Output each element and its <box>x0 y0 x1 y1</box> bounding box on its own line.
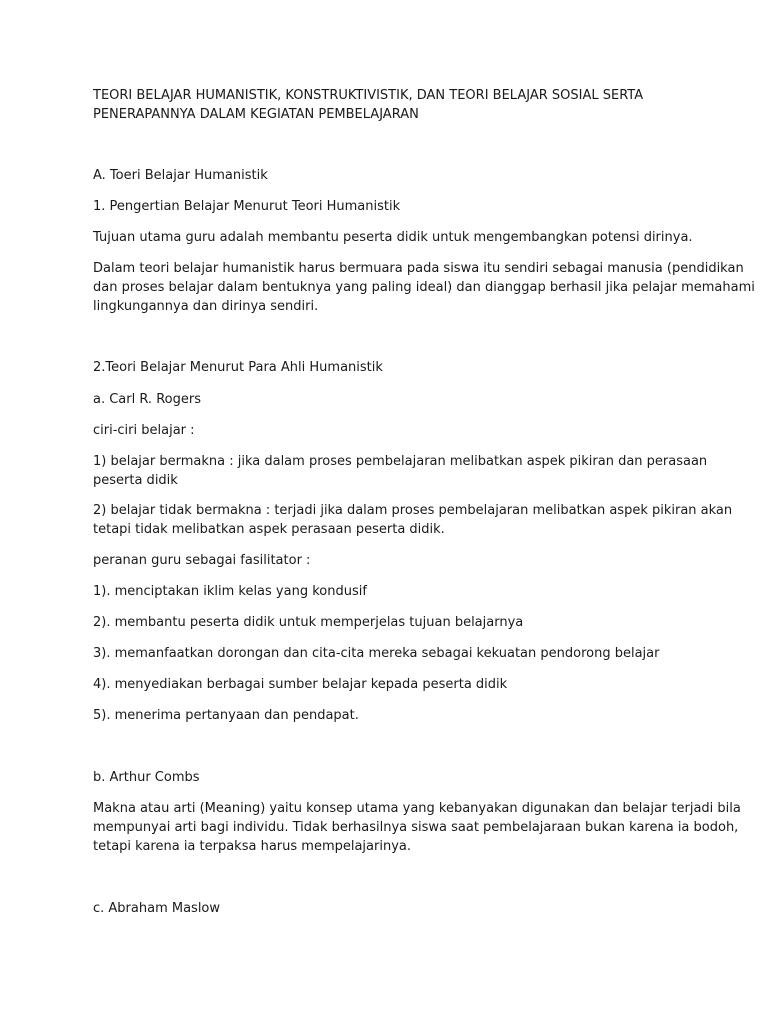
list-item-line: peserta didik <box>93 473 178 488</box>
list-item: 5). menerima pertanyaan dan pendapat. <box>93 708 359 723</box>
section-heading-a: A. Toeri Belajar Humanistik <box>93 168 268 183</box>
subsection-heading-2: 2.Teori Belajar Menurut Para Ahli Humanistik <box>93 360 383 375</box>
list-item-line: 1) belajar bermakna : jika dalam proses pembelajaran melibatkan aspek pikiran dan perasaan <box>93 454 708 469</box>
list-item <box>93 452 708 490</box>
document-title <box>93 86 683 124</box>
paragraph-line: Makna atau arti (Meaning) yaitu konsep utama yang kebanyakan digunakan dan belajar terjadi bila <box>93 801 741 816</box>
combs-heading: b. Arthur Combs <box>93 770 200 785</box>
peranan-label: peranan guru sebagai fasilitator : <box>93 553 311 568</box>
maslow-heading: c. Abraham Maslow <box>93 901 221 916</box>
list-item: 2). membantu peserta didik untuk memperjelas tujuan belajarnya <box>93 615 524 630</box>
list-item-line: tetapi tidak melibatkan aspek perasaan peserta didik. <box>93 522 445 537</box>
list-item: 3). memanfaatkan dorongan dan cita-cita mereka sebagai kekuatan pendorong belajar <box>93 646 660 661</box>
paragraph-line: Dalam teori belajar humanistik harus bermuara pada siswa itu sendiri sebagai manusia (pendidikan <box>93 261 744 276</box>
list-item <box>93 501 733 539</box>
list-item: 1). menciptakan iklim kelas yang kondusif <box>93 584 367 599</box>
paragraph-line: tetapi karena ia terpaksa harus mempelajarinya. <box>93 839 411 854</box>
paragraph <box>93 799 741 856</box>
paragraph: Tujuan utama guru adalah membantu peserta didik untuk mengembangkan potensi dirinya. <box>93 230 693 245</box>
paragraph <box>93 259 755 316</box>
rogers-heading: a. Carl R. Rogers <box>93 392 201 407</box>
paragraph-line: dan proses belajar dalam bentuknya yang paling ideal) dan dianggap berhasil jika pelajar memahami <box>93 280 755 295</box>
title-line: PENERAPANNYA DALAM KEGIATAN PEMBELAJARAN <box>93 107 419 122</box>
paragraph-line: mempunyai arti bagi individu. Tidak berhasilnya siswa saat pembelajaraan bukan karena ia bodoh, <box>93 820 739 835</box>
ciri-label: ciri-ciri belajar : <box>93 423 195 438</box>
list-item-line: 2) belajar tidak bermakna : terjadi jika dalam proses pembelajaran melibatkan aspek pikiran akan <box>93 503 733 518</box>
title-line: TEORI BELAJAR HUMANISTIK, KONSTRUKTIVISTIK, DAN TEORI BELAJAR SOSIAL SERTA <box>93 88 644 103</box>
list-item: 4). menyediakan berbagai sumber belajar kepada peserta didik <box>93 677 508 692</box>
paragraph-line: lingkungannya dan dirinya sendiri. <box>93 299 319 314</box>
subsection-heading-1: 1. Pengertian Belajar Menurut Teori Humanistik <box>93 199 401 214</box>
